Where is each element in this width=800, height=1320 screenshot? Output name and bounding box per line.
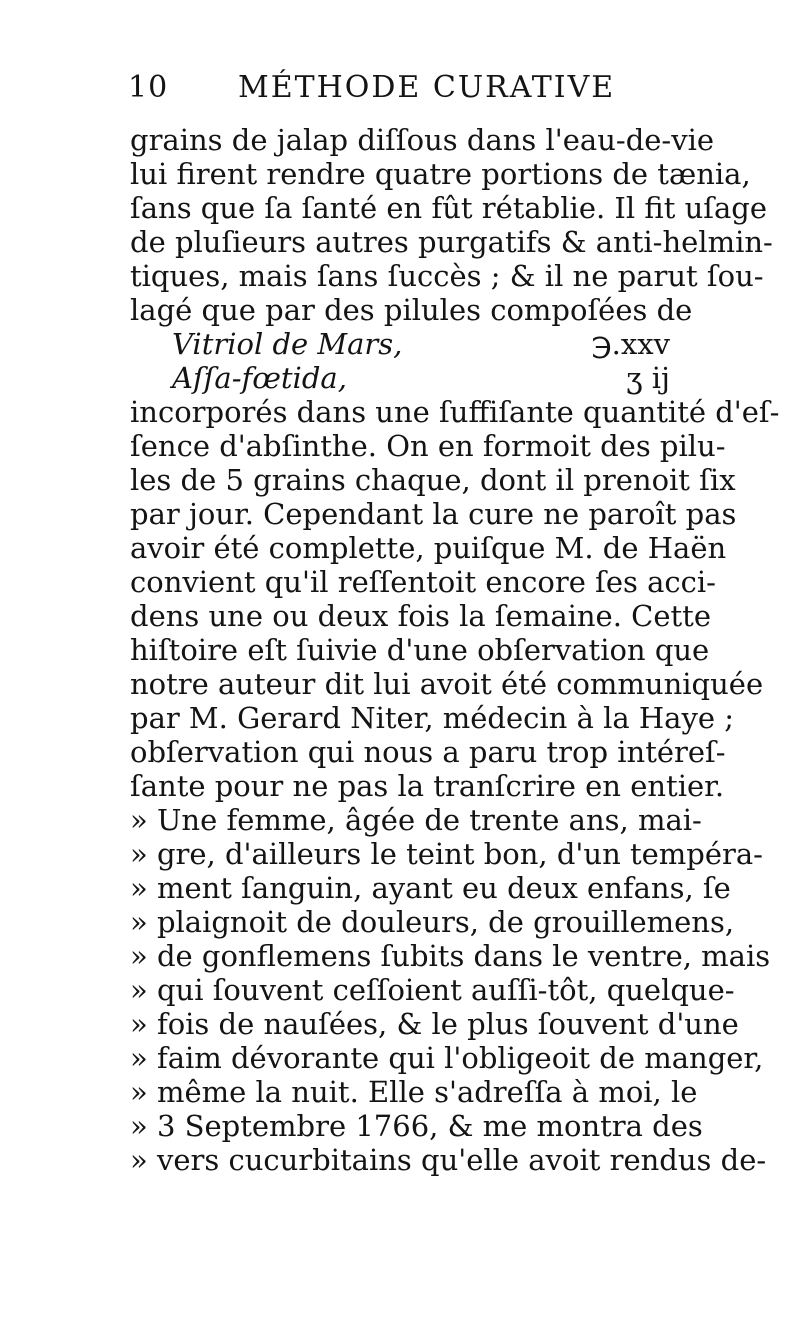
recipe-ingredient: Vitriol de Mars,: [172, 327, 403, 361]
recipe-line: [130, 326, 670, 362]
text-line: par M. Gerard Niter, médecin à la Haye ;: [130, 701, 734, 735]
text-line: obſervation qui nous a paru trop intéreſ-: [130, 735, 726, 769]
page-number: 10: [128, 70, 169, 105]
recipe-dose: ℈.xxv: [591, 327, 670, 361]
quoted-line: » même la nuit. Elle s'adreſſa à moi, le: [130, 1075, 698, 1109]
recipe-line: [130, 360, 670, 396]
page-header: [128, 70, 668, 114]
running-title: MÉTHODE CURATIVE: [238, 70, 616, 105]
text-line: ſence d'abſinthe. On en formoit des pilu-: [130, 429, 726, 463]
quoted-line: » vers cucurbitains qu'elle avoit rendus de-: [130, 1143, 767, 1177]
quoted-line: » plaignoit de douleurs, de grouillemens,: [130, 905, 735, 939]
quoted-line: » de gonflemens ſubits dans le ventre, mais: [130, 939, 771, 973]
quoted-line: » fois de nauſées, & le plus ſouvent d'une: [130, 1007, 739, 1041]
text-line: de pluſieurs autres purgatifs & anti-helmin-: [130, 225, 773, 259]
recipe-dose: ʒ ij: [626, 361, 670, 395]
recipe-ingredient: Aſſa-fœtida,: [172, 361, 347, 395]
text-line: incorporés dans une ſuffiſante quantité d'eſ-: [130, 395, 780, 429]
text-line: tiques, mais ſans ſuccès ; & il ne parut ſou-: [130, 259, 764, 293]
text-line: lui firent rendre quatre portions de tænia,: [130, 157, 751, 191]
text-line: notre auteur dit lui avoit été communiquée: [130, 667, 764, 701]
text-line: ſante pour ne pas la tranſcrire en entier.: [130, 769, 725, 803]
quoted-line: » 3 Septembre 1766, & me montra des: [130, 1109, 703, 1143]
text-line: lagé que par des pilules compoſées de: [130, 293, 693, 327]
text-line: convient qu'il reſſentoit encore ſes acci-: [130, 565, 716, 599]
text-line: grains de jalap diſſous dans l'eau-de-vie: [130, 123, 715, 157]
text-line: ſans que ſa ſanté en fût rétablie. Il fit uſage: [130, 191, 768, 225]
quoted-line: » ment ſanguin, ayant eu deux enfans, ſe: [130, 871, 731, 905]
quoted-line: » faim dévorante qui l'obligeoit de manger,: [130, 1041, 764, 1075]
quoted-line: » gre, d'ailleurs le teint bon, d'un tempéra-: [130, 837, 763, 871]
text-line: les de 5 grains chaque, dont il prenoit ſix: [130, 463, 736, 497]
quoted-line: » Une femme, âgée de trente ans, mai-: [130, 803, 702, 837]
quoted-line: » qui ſouvent ceſſoient auſſi-tôt, quelque-: [130, 973, 735, 1007]
text-line: avoir été complette, puiſque M. de Haën: [130, 531, 727, 565]
text-line: par jour. Cependant la cure ne paroît pas: [130, 497, 737, 531]
text-line: hiſtoire eſt ſuivie d'une obſervation que: [130, 633, 710, 667]
text-line: dens une ou deux fois la ſemaine. Cette: [130, 599, 711, 633]
